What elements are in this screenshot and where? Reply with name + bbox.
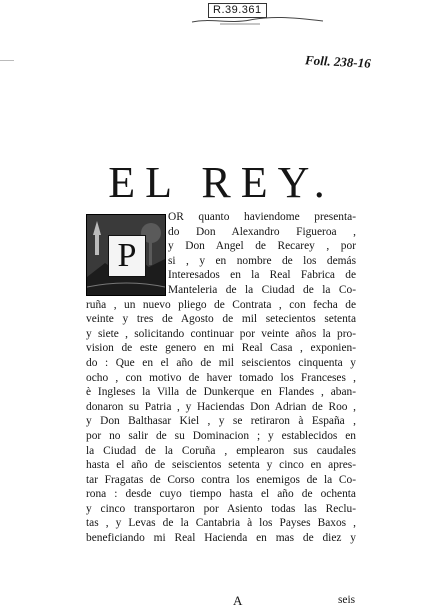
text-line: Manteleria de la Ciudad de la Co- <box>168 283 356 296</box>
decree-body <box>86 210 356 546</box>
initial-letter: P <box>108 235 146 277</box>
text-line: tar Fragatas de Corso contra los enemigos de la Co- <box>86 473 356 486</box>
text-line: tas , y Levas de la Cantabria à los Payses Baxos , <box>86 517 356 530</box>
text-line: Interesados en la Real Fabrica de <box>168 269 356 282</box>
document-title: EL REY. <box>108 158 335 208</box>
text-line: y siete , solicitando continuar por veinte años la pro- <box>86 327 356 340</box>
text-line: è Ingleses la Villa de Dunkerque en Flandes , aban- <box>86 386 356 399</box>
text-line: por no salir de su Dominacion ; y establecidos en <box>86 429 356 442</box>
signature-mark: A <box>233 593 243 608</box>
margin-mark <box>0 60 14 61</box>
text-line: si , y en nombre de los demás <box>168 254 356 267</box>
text-line: vision de este genero en mi Real Casa , exponien- <box>86 342 356 355</box>
text-line: rona : desde cuyo tiempo hasta el año de ochenta <box>86 488 356 501</box>
text-line: y cinco transportaron por Asiento todas las Reclu- <box>86 502 356 515</box>
text-line: do Don Alexandro Figueroa , <box>168 225 356 238</box>
catchword: seis <box>338 594 356 606</box>
text-line: ocho , con motivo de haver tomado los Franceses , <box>86 371 356 384</box>
text-line: veinte y tres de Agosto de mil setecientos setenta <box>86 313 356 326</box>
archive-stamp: R.39.361 <box>208 3 267 18</box>
text-line: y Don Angel de Recarey , por <box>168 240 356 253</box>
text-line: OR quanto haviendome presenta- <box>168 211 356 223</box>
text-line: ruña , un nuevo pliego de Contrata , con fecha de <box>86 298 356 311</box>
text-line: do : Que en el año de mil seiscientos cinquenta y <box>86 356 356 369</box>
text-line: beneficiando mi Real Hacienda en mas de diez y <box>86 532 356 545</box>
folio-annotation: Foll. 238-16 <box>304 52 372 71</box>
text-line: la Ciudad de la Coruña , emplearon sus caudales <box>86 444 356 457</box>
handwritten-scribble <box>190 14 325 26</box>
text-line: donaron su Patria , y Haciendas Don Adrian de Roo , <box>86 400 356 413</box>
text-line: y Don Balthasar Kiel , y se retiraron à España , <box>86 415 356 428</box>
text-line: hasta el año de seiscientos setenta y cinco en apres- <box>86 459 356 472</box>
